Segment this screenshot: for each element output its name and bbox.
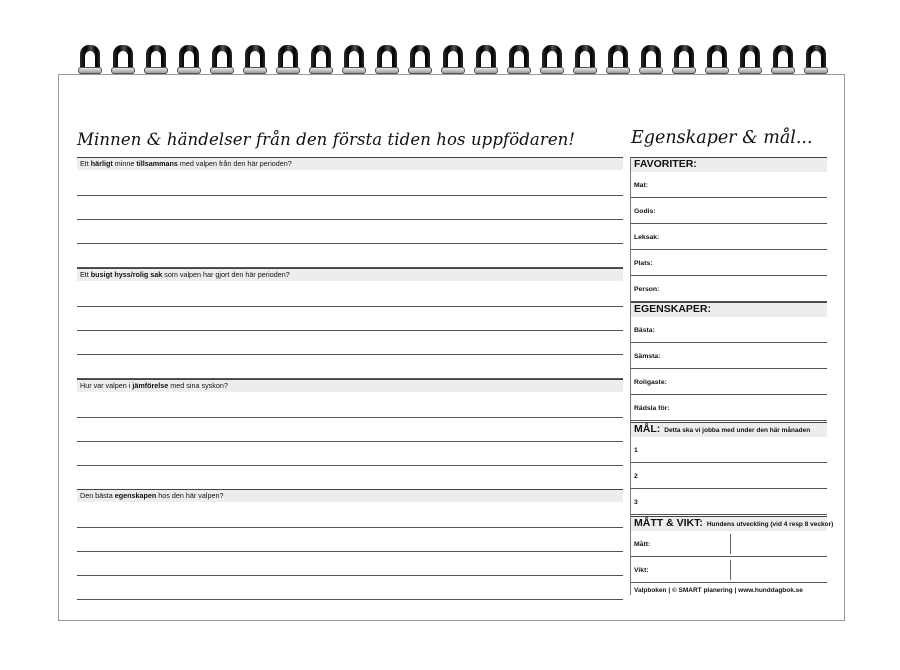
writing-line[interactable] bbox=[77, 306, 623, 307]
page-footer: Valpboken | © SMART planering | www.hunddagbok.se bbox=[634, 587, 803, 594]
question-row bbox=[77, 268, 623, 281]
egenskaper-heading bbox=[631, 302, 827, 317]
favoriter-field[interactable] bbox=[631, 223, 827, 250]
egenskaper-field[interactable] bbox=[631, 342, 827, 369]
writing-line[interactable] bbox=[77, 527, 623, 528]
field-label: 3 bbox=[634, 499, 638, 506]
traits-goals-title: Egenskaper & mål... bbox=[631, 128, 813, 148]
question-row bbox=[77, 157, 623, 170]
writing-line[interactable] bbox=[77, 599, 623, 600]
favoriter-field[interactable] bbox=[631, 171, 827, 198]
field-label: Person: bbox=[634, 286, 660, 293]
egenskaper-field[interactable] bbox=[631, 368, 827, 395]
favoriter-field[interactable] bbox=[631, 197, 827, 224]
favoriter-heading bbox=[631, 157, 827, 172]
question-row bbox=[77, 379, 623, 392]
question-text: Hur var valpen i jämförelse med sina syskon? bbox=[80, 381, 228, 390]
writing-line[interactable] bbox=[77, 243, 623, 244]
field-label: Bästa: bbox=[634, 327, 655, 334]
matt-heading bbox=[631, 516, 834, 531]
writing-line[interactable] bbox=[77, 330, 623, 331]
writing-line[interactable] bbox=[77, 575, 623, 576]
field-label: Sämsta: bbox=[634, 353, 661, 360]
mal-heading bbox=[631, 422, 827, 437]
question-row bbox=[77, 489, 623, 502]
question-text: Ett härligt minne tillsammans med valpen från den här perioden? bbox=[80, 159, 292, 168]
measure-separator bbox=[730, 560, 731, 580]
mal-field[interactable] bbox=[631, 462, 827, 489]
section-heading-text: MÅTT & VIKT: bbox=[634, 517, 703, 529]
field-label: Rädsla för: bbox=[634, 405, 670, 412]
writing-line[interactable] bbox=[77, 551, 623, 552]
field-label: Mat: bbox=[634, 182, 648, 189]
field-label: 2 bbox=[634, 473, 638, 480]
field-label: Godis: bbox=[634, 208, 656, 215]
mal-field[interactable] bbox=[631, 488, 827, 515]
writing-line[interactable] bbox=[77, 441, 623, 442]
field-label: Leksak: bbox=[634, 234, 660, 241]
field-label: Plats: bbox=[634, 260, 653, 267]
section-subtitle: Hundens utveckling (vid 4 resp 8 veckor) bbox=[706, 521, 834, 528]
section-subtitle: Detta ska vi jobba med under den här månaden bbox=[664, 427, 811, 434]
favoriter-field[interactable] bbox=[631, 275, 827, 302]
section-heading-text: EGENSKAPER: bbox=[634, 303, 712, 315]
writing-line[interactable] bbox=[77, 195, 623, 196]
section-heading-text: MÅL: bbox=[634, 423, 661, 435]
field-label: Vikt: bbox=[634, 567, 649, 574]
mal-field[interactable] bbox=[631, 436, 827, 463]
writing-line[interactable] bbox=[77, 219, 623, 220]
section-heading-text: FAVORITER: bbox=[634, 158, 697, 170]
egenskaper-field[interactable] bbox=[631, 316, 827, 343]
writing-line[interactable] bbox=[77, 417, 623, 418]
writing-line[interactable] bbox=[77, 354, 623, 355]
matt-field[interactable] bbox=[631, 530, 827, 557]
favoriter-field[interactable] bbox=[631, 249, 827, 276]
field-label: 1 bbox=[634, 447, 638, 454]
memories-title: Minnen & händelser från den första tiden hos uppfödaren! bbox=[77, 130, 576, 149]
question-text: Ett busigt hyss/rolig sak som valpen har gjort den här perioden? bbox=[80, 270, 290, 279]
egenskaper-field[interactable] bbox=[631, 394, 827, 421]
field-label: Mått: bbox=[634, 541, 651, 548]
matt-field[interactable] bbox=[631, 556, 827, 583]
field-label: Roligaste: bbox=[634, 379, 667, 386]
measure-separator bbox=[730, 534, 731, 554]
writing-line[interactable] bbox=[77, 465, 623, 466]
question-text: Den bästa egenskapen hos den här valpen? bbox=[80, 491, 224, 500]
